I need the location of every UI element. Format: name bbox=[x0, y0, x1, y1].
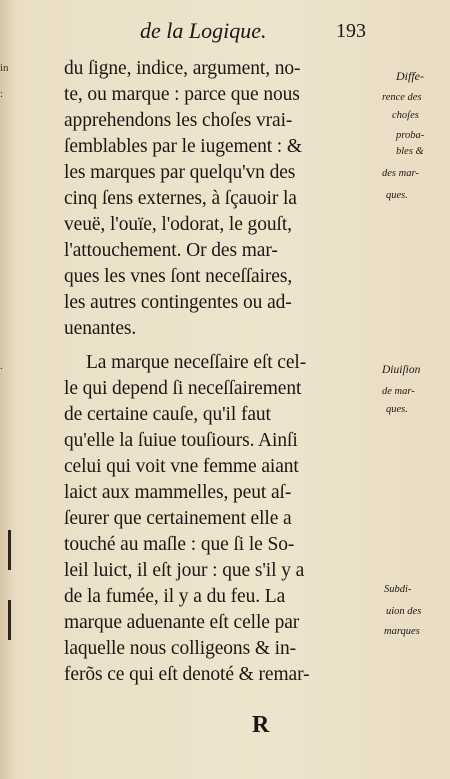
text-line: qu'elle la ſuiue touſiours. Ainſi bbox=[64, 430, 298, 451]
text-line: de la fumée, il y a du feu. La bbox=[64, 586, 286, 607]
margin-note: des mar- bbox=[382, 168, 419, 179]
text-line: les autres contingentes ou ad- bbox=[64, 292, 292, 313]
text-line: uenantes. bbox=[64, 318, 137, 339]
running-header bbox=[140, 18, 380, 44]
margin-note: choſes bbox=[392, 110, 419, 121]
text-line: celui qui voit vne femme aiant bbox=[64, 456, 299, 477]
margin-note: proba- bbox=[396, 130, 425, 141]
margin-note: uion des bbox=[386, 606, 422, 617]
text-line: La marque neceſſaire eſt cel- bbox=[86, 352, 307, 373]
header-title: de la Logique. bbox=[140, 18, 267, 43]
margin-note: Subdi- bbox=[384, 584, 412, 595]
text-line: ques les vnes ſont neceſſaires, bbox=[64, 266, 293, 287]
gutter-rule bbox=[8, 530, 11, 570]
text-line: laict aux mammelles, peut aſ- bbox=[64, 482, 292, 503]
text-line: du ſigne, indice, argument, no- bbox=[64, 58, 301, 79]
text-line: le qui depend ſi neceſſairement bbox=[64, 378, 302, 399]
margin-note: ques. bbox=[386, 404, 408, 415]
margin-note: rence des bbox=[382, 92, 422, 103]
margin-note: ques. bbox=[386, 190, 408, 201]
gutter-mark: . bbox=[0, 360, 3, 372]
text-line: apprehendons les choſes vrai- bbox=[64, 110, 293, 131]
text-line: les marques par quelqu'vn des bbox=[64, 162, 296, 183]
text-line: l'attouchement. Or des mar- bbox=[64, 240, 278, 261]
text-line: ſemblables par le iugement : & bbox=[64, 136, 302, 157]
gutter-mark: : bbox=[0, 88, 4, 100]
margin-note: bles & bbox=[396, 146, 424, 157]
margin-note: de mar- bbox=[382, 386, 415, 397]
margin-note: Diffe- bbox=[396, 69, 424, 83]
text-line: leil luict, il eſt jour : que s'il y a bbox=[64, 560, 305, 581]
text-line: de certaine cauſe, qu'il faut bbox=[64, 404, 271, 425]
text-line: te, ou marque : parce que nous bbox=[64, 84, 300, 105]
text-line: ferõs ce qui eſt denoté & remar- bbox=[64, 664, 310, 685]
text-line: veuë, l'ouïe, l'odorat, le gouſt, bbox=[64, 214, 292, 235]
margin-note: marques bbox=[384, 626, 420, 637]
page-number: 193 bbox=[336, 20, 366, 42]
gutter-rule bbox=[8, 600, 11, 640]
text-line: laquelle nous colligeons & in- bbox=[64, 638, 297, 659]
text-line: touché au maſle : que ſi le So- bbox=[64, 534, 295, 555]
text-line: marque aduenante eſt celle par bbox=[64, 612, 300, 633]
text-line: cinq ſens externes, à ſçauoir la bbox=[64, 188, 297, 209]
text-line: ſeurer que certainement elle a bbox=[64, 508, 292, 529]
margin-note: Diuiſion bbox=[382, 364, 421, 376]
gutter-mark: in bbox=[0, 62, 9, 74]
signature-mark: R bbox=[252, 712, 270, 738]
